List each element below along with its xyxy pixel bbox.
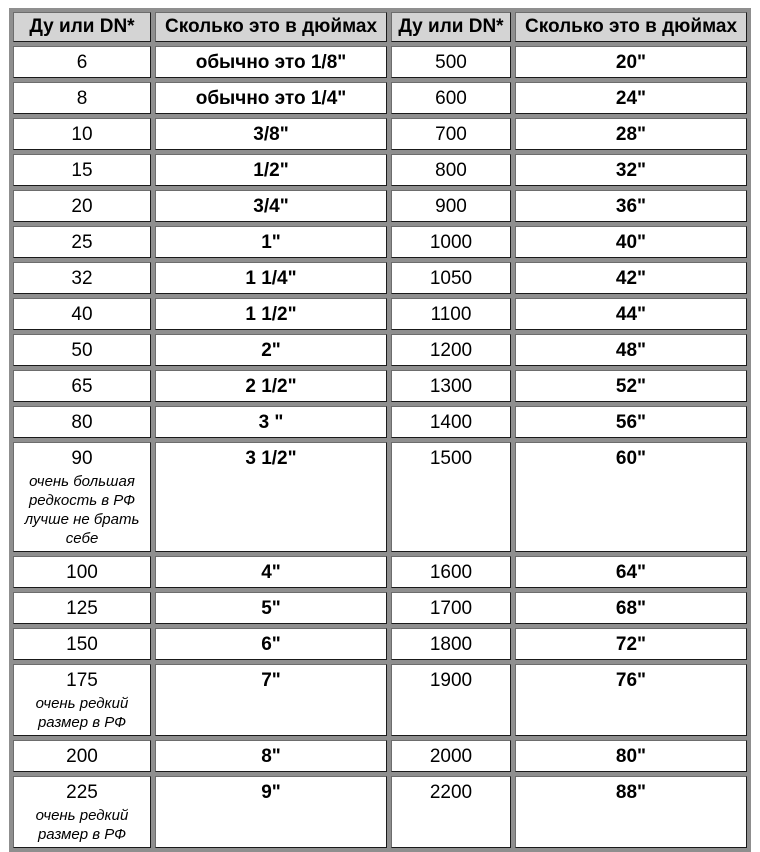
- table-row: [13, 442, 747, 552]
- dn-left-cell: [13, 154, 151, 186]
- inch-left-cell: 7": [155, 664, 387, 736]
- inch-left-cell: 3/8": [155, 118, 387, 150]
- dn-left-value: 20: [71, 196, 93, 217]
- header-dn-left: Ду или DN*: [13, 12, 151, 42]
- inch-right-cell: 76": [515, 664, 747, 736]
- dn-left-cell: [13, 740, 151, 772]
- table-row: [13, 46, 747, 78]
- inch-right-cell: 80": [515, 740, 747, 772]
- dn-right-cell: 1400: [391, 406, 511, 438]
- dn-right-cell: 900: [391, 190, 511, 222]
- table-row: [13, 226, 747, 258]
- dn-right-cell: 700: [391, 118, 511, 150]
- inch-left-cell: обычно это 1/8": [155, 46, 387, 78]
- table-row: [13, 406, 747, 438]
- table-row: [13, 334, 747, 366]
- dn-right-cell: 1100: [391, 298, 511, 330]
- dn-left-cell: [13, 370, 151, 402]
- dn-left-cell: [13, 664, 151, 736]
- dn-left-value: 50: [71, 340, 93, 361]
- inch-left-cell: 3/4": [155, 190, 387, 222]
- inch-left-cell: 5": [155, 592, 387, 624]
- rarity-note: очень редкий размер в РФ: [35, 807, 129, 843]
- dn-left-value: 225: [66, 782, 98, 803]
- table-row: [13, 190, 747, 222]
- dn-right-cell: 1200: [391, 334, 511, 366]
- dn-left-cell: [13, 406, 151, 438]
- table-row: [13, 370, 747, 402]
- dn-inch-table: [9, 8, 751, 852]
- inch-left-cell: 1/2": [155, 154, 387, 186]
- dn-left-cell: [13, 628, 151, 660]
- dn-left-cell: [13, 118, 151, 150]
- inch-left-cell: 3 1/2": [155, 442, 387, 552]
- inch-right-cell: 36": [515, 190, 747, 222]
- dn-left-value: 6: [76, 52, 88, 73]
- dn-left-value: 15: [71, 160, 93, 181]
- header-inch-right: Сколько это в дюймах: [515, 12, 747, 42]
- dn-right-cell: 1050: [391, 262, 511, 294]
- header-row: [13, 12, 747, 42]
- inch-right-cell: 68": [515, 592, 747, 624]
- inch-left-cell: 9": [155, 776, 387, 848]
- dn-left-value: 25: [71, 232, 93, 253]
- table-row: [13, 628, 747, 660]
- dn-right-cell: 1300: [391, 370, 511, 402]
- dn-left-value: 175: [66, 670, 98, 691]
- dn-left-value: 65: [71, 376, 93, 397]
- table-row: [13, 262, 747, 294]
- dn-right-cell: 1900: [391, 664, 511, 736]
- inch-left-cell: 8": [155, 740, 387, 772]
- table-row: [13, 740, 747, 772]
- dn-left-value: 100: [66, 562, 98, 583]
- inch-right-cell: 42": [515, 262, 747, 294]
- dn-right-cell: 1800: [391, 628, 511, 660]
- dn-left-cell: [13, 298, 151, 330]
- dn-left-cell: [13, 226, 151, 258]
- dn-left-value: 80: [71, 412, 93, 433]
- dn-left-value: 40: [71, 304, 93, 325]
- inch-right-cell: 32": [515, 154, 747, 186]
- dn-right-cell: 1600: [391, 556, 511, 588]
- dn-right-cell: 500: [391, 46, 511, 78]
- dn-left-cell: [13, 262, 151, 294]
- table-row: [13, 556, 747, 588]
- inch-left-cell: 4": [155, 556, 387, 588]
- dn-left-value: 90: [71, 448, 93, 469]
- rarity-note: очень редкий размер в РФ: [35, 695, 129, 731]
- header-inch-left: Сколько это в дюймах: [155, 12, 387, 42]
- inch-right-cell: 64": [515, 556, 747, 588]
- table-body: [13, 46, 747, 848]
- dn-left-cell: [13, 82, 151, 114]
- table-row: [13, 82, 747, 114]
- dn-right-cell: 1700: [391, 592, 511, 624]
- dn-left-cell: [13, 592, 151, 624]
- dn-right-cell: 1500: [391, 442, 511, 552]
- inch-right-cell: 48": [515, 334, 747, 366]
- inch-left-cell: 1 1/2": [155, 298, 387, 330]
- inch-right-cell: 28": [515, 118, 747, 150]
- inch-left-cell: 1": [155, 226, 387, 258]
- inch-right-cell: 20": [515, 46, 747, 78]
- dn-right-cell: 2000: [391, 740, 511, 772]
- inch-right-cell: 56": [515, 406, 747, 438]
- rarity-note: очень большая редкость в РФ лучше не брать себе: [24, 473, 140, 547]
- inch-left-cell: 2": [155, 334, 387, 366]
- table-row: [13, 298, 747, 330]
- inch-left-cell: 1 1/4": [155, 262, 387, 294]
- inch-right-cell: 88": [515, 776, 747, 848]
- dn-right-cell: 1000: [391, 226, 511, 258]
- dn-left-value: 200: [66, 746, 98, 767]
- inch-left-cell: 2 1/2": [155, 370, 387, 402]
- dn-left-value: 150: [66, 634, 98, 655]
- dn-left-cell: [13, 46, 151, 78]
- dn-right-cell: 2200: [391, 776, 511, 848]
- inch-right-cell: 60": [515, 442, 747, 552]
- dn-left-cell: [13, 556, 151, 588]
- dn-left-cell: [13, 776, 151, 848]
- table-row: [13, 154, 747, 186]
- inch-left-cell: 3 ": [155, 406, 387, 438]
- table-row: [13, 118, 747, 150]
- header-dn-right: Ду или DN*: [391, 12, 511, 42]
- inch-right-cell: 72": [515, 628, 747, 660]
- table-row: [13, 664, 747, 736]
- dn-left-value: 125: [66, 598, 98, 619]
- inch-left-cell: обычно это 1/4": [155, 82, 387, 114]
- inch-right-cell: 44": [515, 298, 747, 330]
- inch-right-cell: 52": [515, 370, 747, 402]
- table-row: [13, 776, 747, 848]
- dn-left-cell: [13, 190, 151, 222]
- inch-right-cell: 40": [515, 226, 747, 258]
- inch-left-cell: 6": [155, 628, 387, 660]
- dn-left-value: 10: [71, 124, 93, 145]
- dn-right-cell: 800: [391, 154, 511, 186]
- table-row: [13, 592, 747, 624]
- dn-right-cell: 600: [391, 82, 511, 114]
- dn-left-cell: [13, 442, 151, 552]
- dn-left-value: 32: [71, 268, 93, 289]
- inch-right-cell: 24": [515, 82, 747, 114]
- dn-left-cell: [13, 334, 151, 366]
- dn-left-value: 8: [76, 88, 88, 109]
